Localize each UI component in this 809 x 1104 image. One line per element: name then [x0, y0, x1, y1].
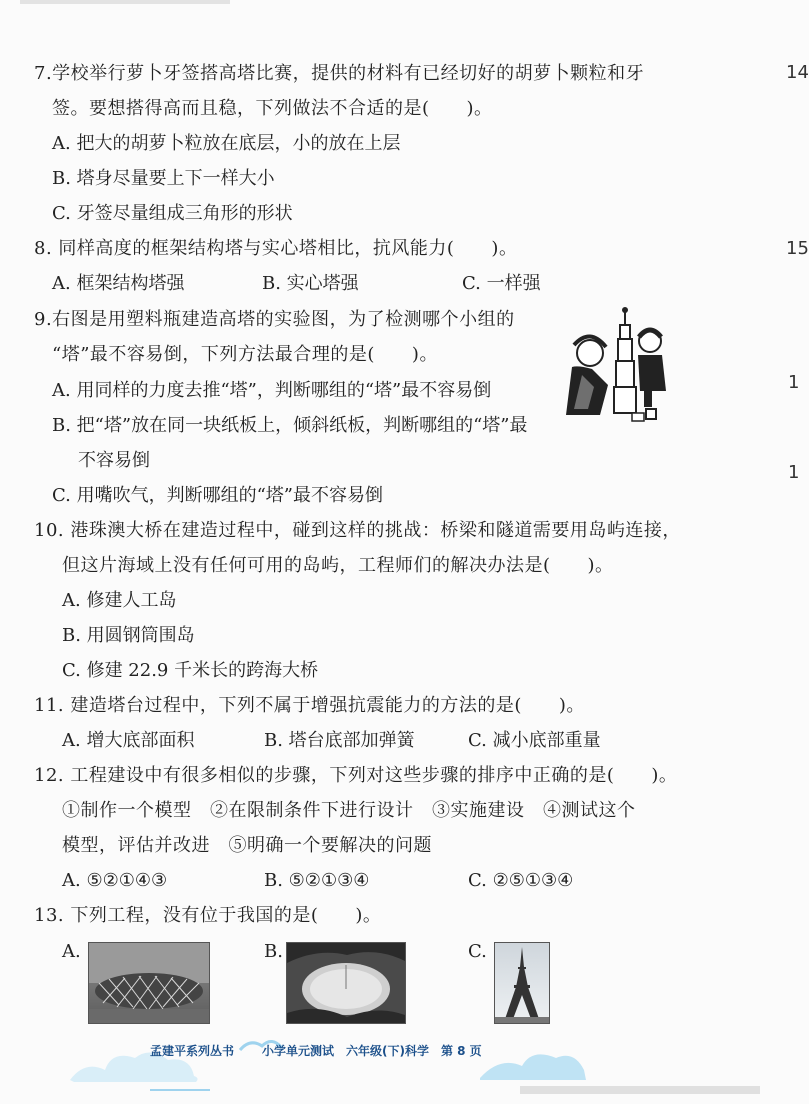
q13-option-b[interactable]: B. [264, 941, 283, 962]
footer-series: 孟建平系列丛书 [150, 1044, 235, 1058]
q7-option-b[interactable]: B. 塔身尽量要上下一样大小 [52, 168, 275, 189]
q10-option-b[interactable]: B. 用圆钢筒围岛 [62, 625, 195, 646]
children-building-tower-illustration [560, 305, 670, 425]
eiffel-tower-photo[interactable] [494, 942, 550, 1024]
q12-steps-line1: ①制作一个模型 ②在限制条件下进行设计 ③实施建设 ④测试这个 [62, 800, 636, 821]
q13-option-a[interactable]: A. [62, 941, 81, 962]
q12-option-b[interactable]: B. ⑤②①③④ [264, 870, 370, 891]
q9-stem-line1: 9.右图是用塑料瓶建造高塔的实验图，为了检测哪个小组的 [34, 309, 515, 330]
q11-stem: 11. 建造塔台过程中，下列不属于增强抗震能力的方法的是( )。 [34, 695, 585, 716]
q7-option-c[interactable]: C. 牙签尽量组成三角形的形状 [52, 203, 293, 224]
q11-option-b[interactable]: B. 塔台底部加弹簧 [264, 730, 415, 751]
q9-stem-line2: “塔”最不容易倒，下列方法最合理的是( )。 [52, 344, 438, 365]
q12-steps-line2: 模型，评估并改进 ⑤明确一个要解决的问题 [62, 835, 432, 856]
q13-stem: 13. 下列工程，没有位于我国的是( )。 [34, 905, 382, 926]
q10-stem-line1: 10. 港珠澳大桥在建造过程中，碰到这样的挑战：桥梁和隧道需要用岛屿连接， [34, 520, 681, 541]
q9-option-b-line2[interactable]: 不容易倒 [78, 450, 150, 471]
q8-stem: 8. 同样高度的框架结构塔与实心塔相比，抗风能力( )。 [34, 238, 518, 259]
q10-stem-line2: 但这片海域上没有任何可用的岛屿，工程师们的解决办法是( )。 [62, 555, 614, 576]
q8-option-a[interactable]: A. 框架结构塔强 [52, 273, 185, 294]
q10-option-c[interactable]: C. 修建 22.9 千米长的跨海大桥 [62, 660, 319, 681]
q13-option-c[interactable]: C. [468, 941, 487, 962]
header-remnant [20, 0, 230, 4]
birds-nest-stadium-photo[interactable] [88, 942, 210, 1024]
fast-radio-telescope-photo[interactable] [286, 942, 406, 1024]
q12-option-c[interactable]: C. ②⑤①③④ [468, 870, 574, 891]
q12-option-a[interactable]: A. ⑤②①④③ [62, 870, 168, 891]
footer-decoration [0, 1020, 798, 1100]
q7-option-a[interactable]: A. 把大的胡萝卜粒放在底层，小的放在上层 [52, 133, 401, 154]
q9-option-b-line1[interactable]: B. 把“塔”放在同一块纸板上，倾斜纸板，判断哪组的“塔”最 [52, 415, 528, 436]
q7-stem-line2: 签。要想搭得高而且稳，下列做法不合适的是( )。 [52, 98, 493, 119]
margin-number: 14 [786, 62, 809, 83]
q11-option-a[interactable]: A. 增大底部面积 [62, 730, 195, 751]
q12-stem-line1: 12. 工程建设中有很多相似的步骤，下列对这些步骤的排序中正确的是( )。 [34, 765, 678, 786]
q8-option-b[interactable]: B. 实心塔强 [262, 273, 359, 294]
margin-number: 15 [786, 238, 809, 259]
q10-option-a[interactable]: A. 修建人工岛 [62, 590, 177, 611]
footer-title: 小学单元测试 六年级(下)科学 第 8 页 [262, 1044, 482, 1058]
q8-option-c[interactable]: C. 一样强 [462, 273, 541, 294]
q7-stem-line1: 7.学校举行萝卜牙签搭高塔比赛，提供的材料有已经切好的胡萝卜颗粒和牙 [34, 63, 645, 84]
margin-number: 1 [788, 372, 800, 393]
q9-option-a[interactable]: A. 用同样的力度去推“塔”，判断哪组的“塔”最不容易倒 [52, 380, 492, 401]
margin-number: 1 [788, 462, 800, 483]
q11-option-c[interactable]: C. 减小底部重量 [468, 730, 601, 751]
q9-option-c[interactable]: C. 用嘴吹气，判断哪组的“塔”最不容易倒 [52, 485, 383, 506]
